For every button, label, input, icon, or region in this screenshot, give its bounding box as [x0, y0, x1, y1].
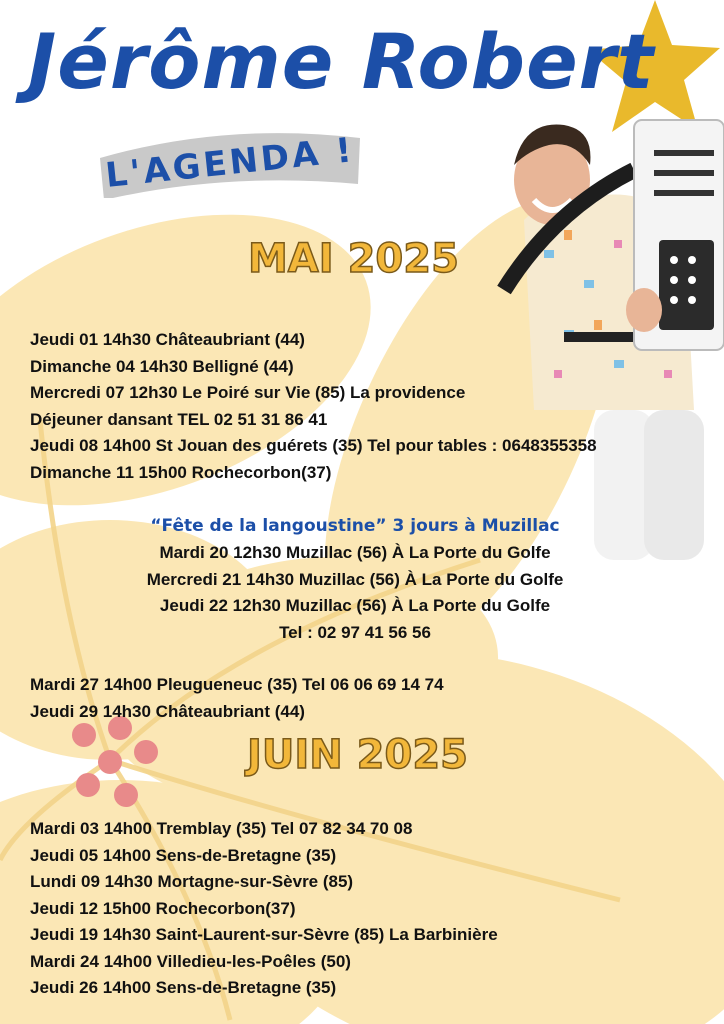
list-item: Jeudi 19 14h30 Saint-Laurent-sur-Sèvre (85) La Barbinière	[30, 925, 498, 944]
agenda-ribbon	[96, 128, 364, 198]
page-title: Jérôme Robert	[28, 17, 655, 106]
list-item: Mardi 27 14h00 Pleugueneuc (35) Tel 06 06 69 14 74	[30, 675, 444, 694]
fete-phone: Tel : 02 97 41 56 56	[279, 622, 431, 642]
juin-events-list	[30, 816, 720, 1002]
list-item: Mardi 03 14h00 Tremblay (35) Tel 07 82 34 70 08	[30, 819, 413, 838]
list-item: Jeudi 29 14h30 Châteaubriant (44)	[30, 701, 305, 721]
list-item: Jeudi 01 14h30 Châteaubriant (44)	[30, 330, 305, 349]
mai-events-end-list	[30, 672, 720, 725]
list-item: Dimanche 11 15h00 Rochecorbon(37)	[30, 462, 332, 482]
list-item: Déjeuner dansant TEL 02 51 31 86 41	[30, 409, 328, 429]
agenda-subtitle: L'AGENDA !	[103, 130, 357, 196]
list-item: Mardi 20 12h30 Muzillac (56) À La Porte du Golfe	[159, 543, 551, 562]
month-heading-mai: MAI 2025	[248, 236, 459, 282]
list-item: Mardi 24 14h00 Villedieu-les-Poêles (50)	[30, 951, 351, 971]
month-heading-juin: JUIN 2025	[247, 732, 468, 778]
mai-events-list	[30, 327, 720, 486]
list-item: Mercredi 21 14h30 Muzillac (56) À La Porte du Golfe	[146, 569, 564, 589]
list-item: Lundi 09 14h30 Mortagne-sur-Sèvre (85)	[30, 872, 354, 891]
list-item: Jeudi 08 14h00 St Jouan des guérets (35) Tel pour tables : 0648355358	[30, 436, 597, 455]
list-item: Jeudi 12 15h00 Rochecorbon(37)	[30, 898, 296, 918]
list-item: Jeudi 22 12h30 Muzillac (56) À La Porte du Golfe	[159, 596, 551, 615]
list-item: Dimanche 04 14h30 Belligné (44)	[30, 356, 294, 376]
fete-title: “Fête de la langoustine” 3 jours à Muzillac	[150, 516, 560, 536]
list-item: Mercredi 07 12h30 Le Poiré sur Vie (85) La providence	[30, 383, 466, 402]
list-item: Jeudi 05 14h00 Sens-de-Bretagne (35)	[30, 845, 337, 865]
fete-langoustine-block	[30, 512, 680, 646]
list-item: Jeudi 26 14h00 Sens-de-Bretagne (35)	[30, 978, 337, 997]
